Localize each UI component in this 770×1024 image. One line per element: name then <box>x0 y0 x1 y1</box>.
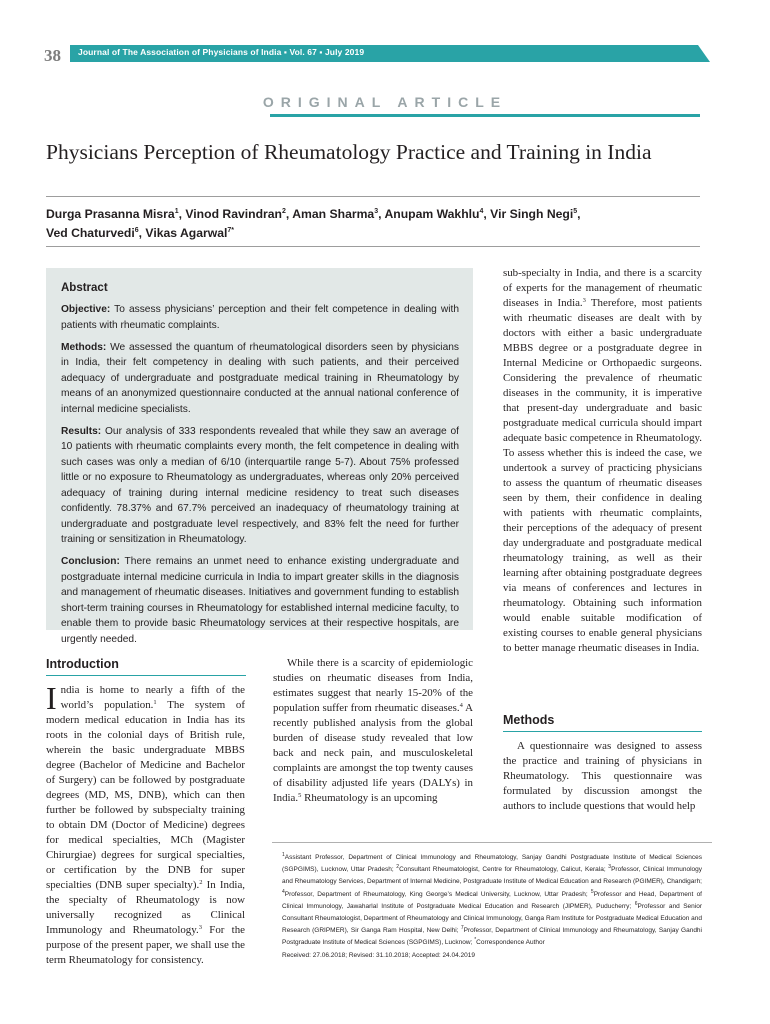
footnote-mark: 7 <box>460 925 464 932</box>
introduction-heading: Introduction <box>46 657 119 671</box>
author-name: Aman Sharma <box>292 207 375 221</box>
footnote-mark: 4 <box>282 888 285 895</box>
methods-column <box>503 739 702 814</box>
introduction-column-2 <box>273 656 473 806</box>
citation-mark: 3 <box>582 297 586 304</box>
intro-paragraph <box>273 656 473 806</box>
intro-text: The system of modern medical education in India has its roots in the colonial days of British rule, wherein the basic undergraduate MBBS degree (Bachelor of Medicine and Bachelor of Surgery) can be followed by postgraduate degrees (MD, MS, DNB), which can then further be followed by subspecialty training to obtain DM (Doctor of Medicine) degrees for medical specialties, MCh (Magister Chirurgiae) degrees for surgical specialties, or certification by the DNB for super specialties (DNB super specialty). <box>46 699 246 891</box>
affiliation-text: Professor, Clinical Immunology and Rheumatology Services, Department of Internal Medicine, Postgraduate Institute of Medical Education and Research (PGIMER), Chandigarh; <box>282 866 702 886</box>
intro-paragraph <box>503 266 702 656</box>
intro-paragraph <box>46 680 246 968</box>
intro-text: sub-specialty in India, and there is a scarcity of experts for the management of rheumatic diseases in India. <box>503 267 702 309</box>
intro-text: A recently published analysis from the global burden of disease study revealed that low back and neck pain, and musculoskeletal complaints are amongst the top twenty causes of disability adjusted life years (DALYs) in India. <box>273 702 473 804</box>
intro-text: ndia is home to nearly a fifth of the world’s population. <box>60 684 245 711</box>
abstract-conclusion <box>61 554 459 647</box>
page-number: 38 <box>44 46 61 65</box>
methods-text: We assessed the quantum of rheumatological disorders seen by physicians in India, their felt competency in dealing with such patients, and their perceived adequacy of undergraduate and postgraduate medical training in Rheumatology by means of an anonymized questionnaire conducted at the annual national conference of internal medicine specialists. <box>61 341 459 415</box>
footnote-mark: 2 <box>396 864 400 871</box>
citation-mark: 1 <box>153 699 157 706</box>
citation-mark: 4 <box>459 702 463 709</box>
affiliation-text: Assistant Professor, Department of Clinical Immunology and Rheumatology, Sanjay Gandhi Postgraduate Institute of Medical Sciences (SGPGIMS), Lucknow, Uttar Pradesh; <box>282 854 702 874</box>
affiliation-text: Professor, Department of Rheumatology, King George’s Medical University, Lucknow, Uttar Pradesh; <box>284 890 591 898</box>
affiliation-text: Consultant Rheumatologist, Centre for Rheumatology, Calicut, Kerala; <box>399 866 609 874</box>
abstract-heading: Abstract <box>61 282 108 294</box>
correspondence-note: Correspondence Author <box>476 939 545 947</box>
citation-mark: 2 <box>199 879 203 886</box>
affiliation-text: Professor, Department of Clinical Immunology and Rheumatology, Sanjay Gandhi Postgraduate Institute of Medical Sciences (SGPGIMS), Lucknow; <box>282 927 702 947</box>
author-affiliation-mark: 5 <box>573 208 578 215</box>
abstract-methods <box>61 340 459 418</box>
article-dates: Received: 27.06.2018; Revised: 31.10.2018; Accepted: 24.04.2019 <box>282 951 475 959</box>
conclusion-text: There remains an unmet need to enhance existing undergraduate and postgraduate internal medicine curricula in India to impart greater skills in the diagnosis and management of rheumatic diseases. Initiatives and government funding to establish short-term training courses in Rheumatology for established internal medicine faculty, to enable them to provide basic Rheumatology services at their respective hospitals, are urgently needed. <box>61 556 459 645</box>
methods-paragraph: A questionnaire was designed to assess the practice and training of physicians in Rheumatology. This questionnaire was formulated by discussion amongst the authors to include questions that would help <box>503 740 702 812</box>
citation-mark: 5 <box>298 792 302 799</box>
abstract-box <box>46 268 473 645</box>
conclusion-label: Conclusion: <box>61 556 120 567</box>
affiliations-footnote <box>282 852 702 962</box>
journal-citation: Journal of The Association of Physicians of India ▪ Vol. 67 ▪ July 2019 <box>78 47 365 57</box>
article-type: ORIGINAL ARTICLE <box>262 94 508 110</box>
author-name: Anupam Wakhlu <box>384 207 480 221</box>
methods-label: Methods: <box>61 341 107 353</box>
author-name: Vikas Agarwal <box>145 226 228 240</box>
results-label: Results: <box>61 425 102 437</box>
intro-text: While there is a scarcity of epidemiologic studies on rheumatic diseases from India, estimates suggest that nearly 15-20% of the population suffer from rheumatic diseases. <box>273 657 473 714</box>
intro-text: For the purpose of the present paper, we shall use the term Rheumatology for consistency. <box>46 924 245 966</box>
introduction-column-1 <box>46 680 246 968</box>
article-type-rule <box>270 114 700 117</box>
intro-text: Rheumatology is an upcoming <box>301 792 438 804</box>
footnote-mark: 6 <box>634 900 638 907</box>
footnote-mark: * <box>474 937 477 944</box>
footnote-mark: 1 <box>282 852 285 858</box>
author-name: Ved Chaturvedi <box>46 226 135 240</box>
author-affiliation-mark: 3 <box>374 208 379 215</box>
author-name: Vir Singh Negi <box>490 207 574 221</box>
footnote-mark: 3 <box>608 864 612 871</box>
affiliation-text: Professor and Head, Department of Clinical Immunology, Jawaharlal Institute of Postgraduate Medical Education and Research (JIPMER), Puducherry; <box>282 890 702 910</box>
article-title: Physicians Perception of Rheumatology Practice and Training in India <box>46 140 652 164</box>
footnote-rule <box>272 842 712 843</box>
abstract-objective <box>61 302 459 333</box>
methods-rule <box>503 731 702 732</box>
author-affiliation-mark: 1 <box>174 208 179 215</box>
author-list: Durga Prasanna Misra$^1$, Vinod Ravindran$^2$, Aman Sharma$^3$, Anupam Wakhlu$^4$, Vir Singh Negi$^5$, Ved Chaturvedi$^6$, Vikas Agarwal$^{7*}$ <box>46 207 581 240</box>
intro-text: Therefore, most patients with rheumatic diseases are dealt with by doctors with either a basic undergraduate MBBS degree or a postgraduate degree in Internal Medicine or Orthopaedic surgeons. Considering the prevalence of rheumatic diseases in the community, it is imperative that present-day undergraduate and basic postgraduate medical curricula should impart adequate basic competence in Rheumatology. To assess whether this is indeed the case, we undertook a survey of practicing physicians to assess the quantum of rheumatic diseases seen by them, their confidence in dealing with patients with rheumatic complaints, their perceptions of the adequacy of present day undergraduate and postgraduate medical rheumatology training, as well as their learning after obtaining postgraduate degrees via means of conferences and lectures in rheumatology. Obtaining such information would enable suitable modification of existing courses to enable general physicians to better manage rheumatic diseases in India. <box>503 297 702 654</box>
footnote-mark: 5 <box>590 888 594 895</box>
abstract-results <box>61 424 459 548</box>
author-affiliation-mark: 2 <box>282 208 286 215</box>
results-text: Our analysis of 333 respondents revealed that while they saw an average of 10 patients with rheumatic complaints every month, the felt competence in dealing with such cases was only a median of 6/10 (interquartile range 5-7). About 75% professed little or no exposure to Rheumatology as undergraduates, whereas only 20% perceived adequacy of training during internal medicine residency to treat such diseases confidently. 78.37% and 67.7% perceived an inadequacy of rheumatology training at undergraduate and postgraduate level respectively, and 83% felt the need for further training or sensitization in Rheumatology. <box>61 425 459 545</box>
affiliation-text: Professor and Senior Consultant Rheumatologist, Department of Rheumatology and Clinical Immunology, Ganga Ram Institute for Postgraduate Medical Education and Research (GRIPMER), Sir Ganga Ram Hospital, New Delhi; <box>282 902 703 935</box>
objective-text: To assess physicians’ perception and their felt competence in dealing with patients with rheumatic complaints. <box>61 304 459 331</box>
author-affiliation-mark: 6 <box>134 227 139 234</box>
author-name: Durga Prasanna Misra <box>46 207 175 221</box>
author-affiliation-mark: 4 <box>479 208 484 215</box>
objective-label: Objective: <box>61 304 111 315</box>
authors-divider <box>46 246 700 247</box>
methods-heading: Methods <box>503 713 555 727</box>
introduction-column-3 <box>503 266 702 656</box>
author-affiliation-mark: 7* <box>227 227 235 234</box>
citation-mark: 3 <box>198 924 202 931</box>
introduction-rule <box>46 675 246 676</box>
title-divider <box>46 196 700 197</box>
author-name: Vinod Ravindran <box>185 207 283 221</box>
intro-text: In India, the specialty of Rheumatology is now universally recognized as Clinical Immunology and Rheumatology. <box>46 879 246 936</box>
drop-cap: I <box>46 680 57 716</box>
